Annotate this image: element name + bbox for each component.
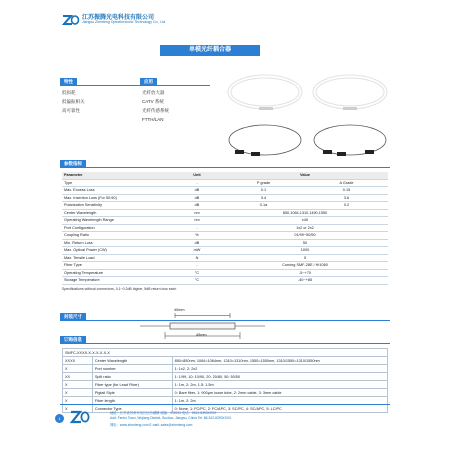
spec-cell: mW [172, 247, 222, 255]
ordering-rule [60, 343, 390, 344]
spec-col-value: Value [222, 172, 388, 179]
order-cell: XXXX [63, 357, 93, 365]
footer-address-cn: 地址：江苏省苏州市吴江区汾湖镇 邮编：215211 电话：0512-6393XXXX [110, 411, 217, 415]
spec-cell: Min. Return Loss [62, 239, 172, 247]
spec-cell: -40~+85 [222, 277, 388, 285]
order-cell: 0: Bare fiber, 1: 900μm loose tube, 2: 2mm cable, 3: 3mm cable [172, 389, 387, 397]
order-cell: 1: 1m, 2: 2m, 1.5: 1.5m [172, 381, 387, 389]
spec-cell: - [172, 262, 222, 270]
spec-cell: Type [62, 179, 172, 187]
features-heading: 特性 [60, 78, 77, 85]
spec-col-unit: Unit [172, 172, 222, 179]
order-cell: 0: None, 1: FC/PC, 2: FC/APC, 3: SC/PC, 4: SC/APC, 5: LC/PC [172, 405, 387, 413]
company-name-cn: 江苏振腾光电科技有限公司 [82, 15, 155, 21]
dimension-inner-label: 40mm [174, 308, 185, 312]
table-row [62, 247, 388, 255]
table-row [62, 209, 388, 217]
footer-contact: 网址：www.zhenteng.com E-mail: sales@zhenteng.com [110, 423, 193, 427]
page-title: 单模光纤耦合器 [160, 45, 260, 56]
spec-cell: 1000 [222, 247, 388, 255]
ordering-heading: 订购信息 [60, 336, 86, 343]
spec-cell: 5 [222, 254, 388, 262]
order-cell: 1: 1x2, 2: 2x2 [172, 365, 387, 373]
table-row [62, 277, 388, 285]
spec-cell: 850,1064,1310,1490,1550 [222, 209, 388, 217]
spec-cell: 0.15 [305, 187, 388, 195]
table-row [62, 269, 388, 277]
table-row [62, 262, 388, 270]
features-list [62, 88, 85, 115]
spec-cell: Max. Tensile Load [62, 254, 172, 262]
spec-cell: 0.1 [222, 187, 305, 195]
spec-cell: Operating Wavelength Range [62, 217, 172, 225]
order-cell: X [63, 381, 93, 389]
spec-cell: 1x2 or 2x2 [222, 224, 388, 232]
table-row [63, 389, 388, 397]
table-row [62, 232, 388, 240]
footer-address-en: Add: Fenhu Town, Wujiang District, Suzhou, Jiangsu, China Tel: 86-512-6393XXXX [110, 416, 232, 420]
order-cell: Fiber length [92, 397, 172, 405]
table-row [62, 187, 388, 195]
spec-cell: % [172, 232, 222, 240]
table-row [62, 202, 388, 210]
order-cell: X [63, 405, 93, 413]
spec-cell: A Grade [305, 179, 388, 187]
spec-cell: -5~+70 [222, 269, 388, 277]
spec-cell: °C [172, 269, 222, 277]
spec-cell: Storage Temperature [62, 277, 172, 285]
application-item: CATV 系统 [142, 99, 164, 104]
spec-cell: nm [172, 217, 222, 225]
order-cell: Port number [92, 365, 172, 373]
table-row [63, 365, 388, 373]
dimension-outer-label: 45mm [196, 333, 207, 337]
feature-item: 低偏振相关 [62, 99, 85, 104]
spec-cell: 0.1a [222, 202, 305, 210]
feature-item: 低损耗 [62, 90, 76, 95]
spec-cell: 01/99~50/50 [222, 232, 388, 240]
package-drawing [140, 308, 270, 348]
table-row [62, 224, 388, 232]
spec-cell: Max. Excess Loss [62, 187, 172, 195]
spec-cell: 3.6 [305, 194, 388, 202]
order-cell: X [63, 389, 93, 397]
spec-col-parameter: Parameter [62, 172, 172, 179]
spec-cell: Fiber Type [62, 262, 172, 270]
order-cell: 1: 1m, 2: 2m [172, 397, 387, 405]
table-row [63, 381, 388, 389]
params-rule [60, 167, 390, 168]
application-item: 光纤放大器 [142, 90, 165, 95]
feature-item: 高可靠性 [62, 108, 80, 113]
spec-type-row [62, 179, 388, 187]
spec-cell: dB [172, 194, 222, 202]
order-cell: X [63, 397, 93, 405]
order-cell: XX [63, 373, 93, 381]
order-cell: Connector Type [92, 405, 172, 413]
product-photo [215, 70, 395, 165]
features-rule [60, 85, 140, 86]
company-name-en: Jiangsu Zhenteng Optoelectronic Technology Co., Ltd [82, 20, 166, 24]
spec-cell: - [172, 224, 222, 232]
order-cell: Pigtail Style [92, 389, 172, 397]
spec-cell: Operating Temperature [62, 269, 172, 277]
spec-note: Specifications without connectors, 0.1~0.2dB higher, 5dB return loss each [62, 287, 177, 291]
order-cell: 850=850nm, 1064=1064nm, 1310=1310nm, 1550=1550nm, 1310/1550=1310/1550nm [172, 357, 387, 365]
spec-cell: Center Wavelength [62, 209, 172, 217]
order-code: SMFC-XXXX-X-X-X-X-X-X [63, 349, 388, 357]
application-item: FTTH/LAN [142, 117, 164, 122]
order-cell: Fiber type (for Lead Fiber) [92, 381, 172, 389]
spec-cell: dB [172, 239, 222, 247]
order-cell: 1: 1/99, 10: 10/90, 20: 20/80, 50: 50/50 [172, 373, 387, 381]
order-cell: X [63, 365, 93, 373]
spec-header-row [62, 172, 388, 179]
table-row [62, 254, 388, 262]
applications-heading: 应用 [140, 78, 157, 85]
spec-cell: dB [172, 202, 222, 210]
company-logo [62, 13, 80, 25]
spec-cell: - [172, 179, 222, 187]
application-item: 光纤传感系统 [142, 108, 169, 113]
spec-cell: nm [172, 209, 222, 217]
spec-cell: Port Configuration [62, 224, 172, 232]
page-number: 1 [55, 414, 64, 423]
spec-cell: °C [172, 277, 222, 285]
order-header-row [63, 349, 388, 357]
spec-cell: Corning SMF-28E / HI1060 [222, 262, 388, 270]
spec-cell: 50 [222, 239, 388, 247]
order-cell: Center Wavelength [92, 357, 172, 365]
spec-cell: N [172, 254, 222, 262]
spec-table [62, 172, 388, 285]
footer-logo [70, 410, 90, 424]
spec-cell: Coupling Ratio [62, 232, 172, 240]
spec-cell: Max. Optical Power (CW) [62, 247, 172, 255]
table-row [63, 357, 388, 365]
spec-cell: Max. Insertion Loss (For 50:50) [62, 194, 172, 202]
spec-cell: P grade [222, 179, 305, 187]
footer-rule [60, 404, 390, 405]
table-row [62, 239, 388, 247]
table-row [62, 194, 388, 202]
table-row [63, 373, 388, 381]
applications-list [142, 88, 169, 124]
order-cell: Split ratio [92, 373, 172, 381]
spec-cell: 0.2 [305, 202, 388, 210]
table-row [62, 217, 388, 225]
spec-cell: Polarization Sensitivity [62, 202, 172, 210]
params-heading: 参数指标 [60, 160, 86, 167]
spec-cell: 3.4 [222, 194, 305, 202]
spec-cell: ±40 [222, 217, 388, 225]
spec-cell: dB [172, 187, 222, 195]
dimensions-heading: 封装尺寸 [60, 313, 86, 320]
applications-rule [140, 85, 210, 86]
